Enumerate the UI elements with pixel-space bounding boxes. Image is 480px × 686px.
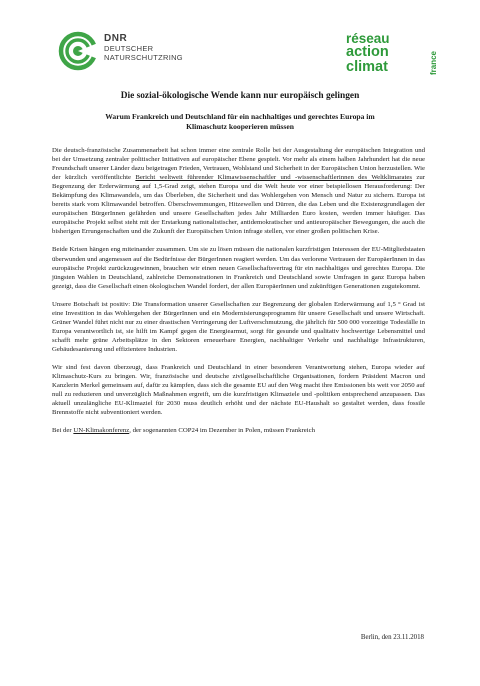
rac-logo-line1: réseau bbox=[346, 31, 390, 46]
subtitle-line2: Klimaschutz kooperieren müssen bbox=[186, 122, 294, 131]
page-title: Die sozial-ökologische Wende kann nur europäisch gelingen bbox=[120, 91, 360, 101]
rac-logo-line2: action bbox=[346, 44, 389, 60]
paragraph-2: Beide Krisen hängen eng miteinander zusammen. Um sie zu lösen müssen die nationalen kurzfristigen Interessen der EU-Mitgliedstaaten überwunden und angemessen auf die Bedürfnisse der BürgerInnen reagiert werden. Um das verlorene Vertrauen der EuropäerInnen in das europäische Projekt zurückzugewinnen, brauchen wir einen neuen Gesellschaftsvertrag für ein nachhaltiges und gerechtes Europa. Die jüngsten Wahlen in Deutschland, zahlreiche Demonstrationen in Frankreich und Deutschland sowie Umfragen in ganz Europa haben gezeigt, dass die Gesellschaft einen ökologischen Wandel fordert, der allen EuropäerInnen und zukünftigen Generationen zugutekommt. bbox=[52, 246, 425, 290]
svg-text:france: france bbox=[429, 50, 438, 75]
dnr-emblem-icon bbox=[58, 31, 98, 71]
dnr-logo bbox=[58, 31, 238, 75]
dnr-abbreviation: DNR bbox=[104, 33, 128, 44]
ipcc-report-link[interactable]: Bericht weltweit führender Klimawissenschaftler und -wissenschaftlerinnen des Weltklimarates bbox=[135, 174, 413, 182]
paragraph-1: Die deutsch-französische Zusammenarbeit hat schon immer eine zentrale Rolle bei der Ausgestaltung der europäischen Integration und bei der Umsetzung zentraler politischer Initiativen auf europäischer Ebene gespielt. Vor mehr als einem halben Jahrhundert hat die neue Freundschaft unserer Länder dazu beigetragen Frieden, Vertrauen, Wohlstand und Sicherheit in der Europäischen Union herzustellen. Wie der kürzlich veröffentlichte Bericht weltweit führender Klimawissenschaftler und -wissenschaftlerinnen des Weltklimarates zur Begrenzung der Erderwärmung auf 1,5-Grad zeigt, stehen Europa und die Welt heute vor einer beispiellosen Herausforderung: Der Bekämpfung des Klimawandels, um das Überleben, die Sicherheit und das Wohlergehen von Mensch und Natur zu sichern. Europa ist bereits stark vom Klimawandel betroffen. Überschwemmungen, Hitzewellen und Dürren, die das Leben und die Existenzgrundlagen der europäischen BürgerInnen gefährden und unsere Gesellschaften jedes Jahr Milliarden Euro kosten, werden immer häufiger. Das europäische Projekt selbst steht mit der Erstarkung nationalistischer, antidemokratischer und antieuropäischer Bewegungen, die auch die bisherigen Errungenschaften und die Zukunft der Europäischen Union infrage stellen, vor einer großen politischen Krise. bbox=[52, 147, 425, 236]
paragraph-5: Bei der UN-Klimakonferenz, der sogenannten COP24 im Dezember in Polen, müssen Frankreich bbox=[52, 427, 316, 435]
rac-logo bbox=[346, 31, 438, 77]
dnr-name-line1: DEUTSCHER bbox=[104, 44, 154, 53]
document-body bbox=[52, 146, 425, 444]
rac-logo-side-label bbox=[428, 35, 438, 75]
subtitle-line1: Warum Frankreich und Deutschland für ein nachhaltiges und gerechtes Europa im bbox=[105, 112, 375, 121]
paragraph-4: Wir sind fest davon überzeugt, dass Frankreich und Deutschland in einer besonderen Verantwortung stehen, Europa wieder auf Klimaschutz-Kurs zu bringen. Wir, französische und deutsche zivilgesellschaftliche Organisationen, fordern Präsident Macron und Kanzlerin Merkel gemeinsam auf, dafür zu kämpfen, dass sich die gesamte EU auf den Weg macht ihre Emissionen bis weit vor 2050 auf null zu reduzieren und unverzüglich Maßnahmen ergreift, um die kurzfristigen Klimaziele und -politiken entsprechend anzupassen. Das aktuell unzulängliche EU-Klimaziel für 2030 muss deutlich erhöht und der nächste EU-Haushalt so gestaltet werden, dass fossile Brennstoffe nicht subventioniert werden. bbox=[52, 363, 425, 417]
un-climate-conference-link[interactable]: UN-Klimakonferenz bbox=[73, 427, 130, 435]
rac-logo-line3: climat bbox=[346, 59, 388, 75]
dnr-name-line2: NATURSCHUTZRING bbox=[104, 53, 183, 62]
signoff-date: Berlin, den 23.11.2018 bbox=[360, 634, 424, 641]
paragraph-3: Unsere Botschaft ist positiv: Die Transformation unserer Gesellschaften zur Begrenzung der globalen Erderwärmung auf 1,5 ° Grad ist eine Investition in das Wohlergehen der BürgerInnen und ein Modernisierungsprogramm für unsere Gesellschaft und unsere Wirtschaft. Grüner Wandel führt nicht nur zu einer drastischen Verringerung der Luftverschmutzung, die jährlich für 500 000 vorzeitige Todesfälle in Europa verantwortlich ist, sie hilft im Kampf gegen die Energiearmut, sorgt für gesunde und qualitativ hochwertige Lebensmittel und schafft mehr grüne Arbeitsplätze in den Sektoren erneuerbare Energien, nachhaltiger Verkehr und nachhaltige Infrastrukturen, Gebäudesanierung und effizientere Industrien. bbox=[52, 300, 425, 353]
page-subtitle bbox=[62, 112, 418, 132]
